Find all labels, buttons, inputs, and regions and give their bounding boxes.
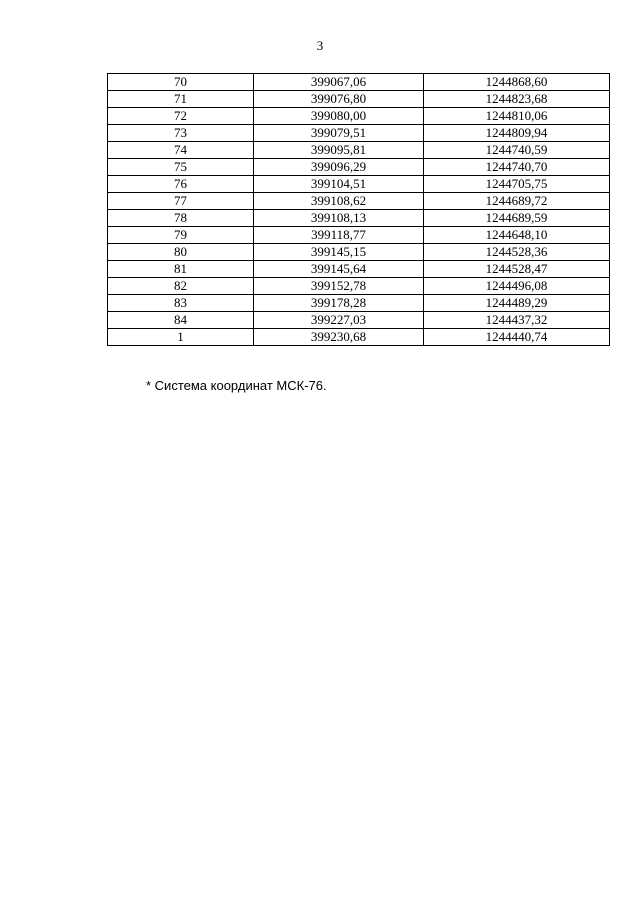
y-coordinate-cell: 1244740,59: [424, 142, 610, 159]
x-coordinate-cell: 399067,06: [254, 74, 424, 91]
x-coordinate-cell: 399145,64: [254, 261, 424, 278]
coordinate-system-footnote: * Система координат МСК-76.: [146, 378, 327, 393]
x-coordinate-cell: 399230,68: [254, 329, 424, 346]
table-row: [108, 193, 610, 210]
y-coordinate-cell: 1244868,60: [424, 74, 610, 91]
point-number-cell: 1: [108, 329, 254, 346]
x-coordinate-cell: 399076,80: [254, 91, 424, 108]
point-number-cell: 84: [108, 312, 254, 329]
table-row: [108, 210, 610, 227]
page-number: 3: [316, 38, 324, 53]
table-row: [108, 125, 610, 142]
x-coordinate-cell: 399108,13: [254, 210, 424, 227]
y-coordinate-cell: 1244689,72: [424, 193, 610, 210]
coordinates-table: [107, 73, 610, 346]
x-coordinate-cell: 399152,78: [254, 278, 424, 295]
point-number-cell: 80: [108, 244, 254, 261]
x-coordinate-cell: 399095,81: [254, 142, 424, 159]
x-coordinate-cell: 399080,00: [254, 108, 424, 125]
point-number-cell: 73: [108, 125, 254, 142]
point-number-cell: 75: [108, 159, 254, 176]
table-row: [108, 91, 610, 108]
y-coordinate-cell: 1244810,06: [424, 108, 610, 125]
table-row: [108, 261, 610, 278]
point-number-cell: 70: [108, 74, 254, 91]
point-number-cell: 82: [108, 278, 254, 295]
table-row: [108, 108, 610, 125]
table-row: [108, 74, 610, 91]
y-coordinate-cell: 1244740,70: [424, 159, 610, 176]
point-number-cell: 74: [108, 142, 254, 159]
coordinates-table-body: [108, 74, 610, 346]
table-row: [108, 227, 610, 244]
y-coordinate-cell: 1244496,08: [424, 278, 610, 295]
x-coordinate-cell: 399145,15: [254, 244, 424, 261]
y-coordinate-cell: 1244809,94: [424, 125, 610, 142]
y-coordinate-cell: 1244440,74: [424, 329, 610, 346]
x-coordinate-cell: 399227,03: [254, 312, 424, 329]
x-coordinate-cell: 399096,29: [254, 159, 424, 176]
y-coordinate-cell: 1244528,36: [424, 244, 610, 261]
table-row: [108, 159, 610, 176]
point-number-cell: 71: [108, 91, 254, 108]
point-number-cell: 79: [108, 227, 254, 244]
y-coordinate-cell: 1244689,59: [424, 210, 610, 227]
table-row: [108, 295, 610, 312]
table-row: [108, 142, 610, 159]
table-row: [108, 244, 610, 261]
x-coordinate-cell: 399104,51: [254, 176, 424, 193]
table-row: [108, 176, 610, 193]
table-row: [108, 329, 610, 346]
x-coordinate-cell: 399108,62: [254, 193, 424, 210]
point-number-cell: 78: [108, 210, 254, 227]
table-row: [108, 278, 610, 295]
point-number-cell: 83: [108, 295, 254, 312]
y-coordinate-cell: 1244648,10: [424, 227, 610, 244]
y-coordinate-cell: 1244705,75: [424, 176, 610, 193]
y-coordinate-cell: 1244489,29: [424, 295, 610, 312]
y-coordinate-cell: 1244437,32: [424, 312, 610, 329]
point-number-cell: 77: [108, 193, 254, 210]
table-row: [108, 312, 610, 329]
x-coordinate-cell: 399178,28: [254, 295, 424, 312]
point-number-cell: 76: [108, 176, 254, 193]
point-number-cell: 72: [108, 108, 254, 125]
point-number-cell: 81: [108, 261, 254, 278]
y-coordinate-cell: 1244528,47: [424, 261, 610, 278]
y-coordinate-cell: 1244823,68: [424, 91, 610, 108]
x-coordinate-cell: 399118,77: [254, 227, 424, 244]
x-coordinate-cell: 399079,51: [254, 125, 424, 142]
